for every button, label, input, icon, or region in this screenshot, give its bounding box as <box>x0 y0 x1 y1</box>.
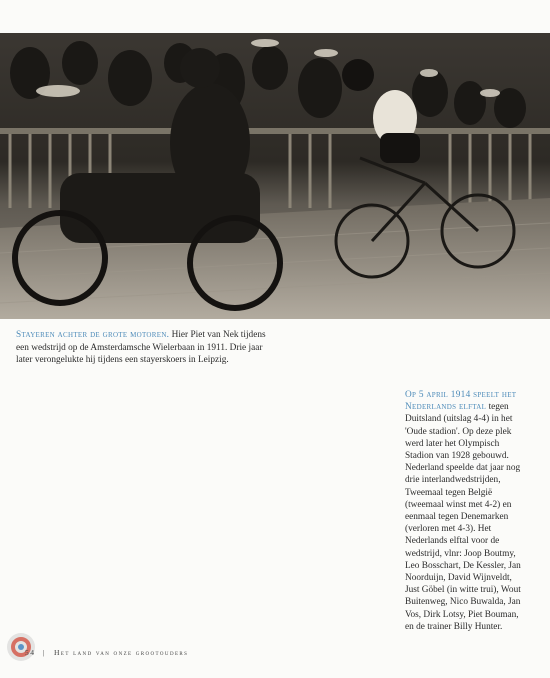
footer-separator: | <box>43 648 46 657</box>
page-number: 54 <box>25 648 36 657</box>
photo-caption-lead: Stayeren achter de grote motoren. <box>16 330 170 340</box>
side-caption-body: tegen Duitsland (uitslag 4-4) in het 'Oude stadion'. Op deze plek werd later het Olympisch Stadion van 1928 gebouwd. Nederland speelde dat jaar nog drie interlandwedstrijden, Tweemaal tegen België (tweemaal winst met 4-2) en eenmaal tegen Denemarken (verloren met 4-3). Het Nederlands elftal voor de wedstrijd, vlnr: Joop Boutmy, Leo Bosschart, De Kessler, Jan Noorduijn, David Wijnveldt, Just Göbel (in witte trui), Wout Buitenweg, Nico Buwalda, Jan Vos, Dirk Lotsy, Piet Bouman, en de trainer Billy Hunter. <box>405 402 521 632</box>
photo-illustration <box>0 33 550 319</box>
page-footer <box>0 646 300 662</box>
side-caption-lead: Op 5 april 1914 speelt het Nederlands elftal <box>405 390 517 413</box>
photo-caption <box>16 329 276 367</box>
book-title: Het land van onze grootouders <box>54 648 189 657</box>
side-caption <box>405 389 528 633</box>
historic-photo <box>0 33 550 319</box>
photo-caption-body: Hier Piet van Nek tijdens een wedstrijd op de Amsterdamsche Wielerbaan in 1911. Drie jaar later verongelukte hij tijdens een stayerskoers in Leipzig. <box>16 330 266 365</box>
